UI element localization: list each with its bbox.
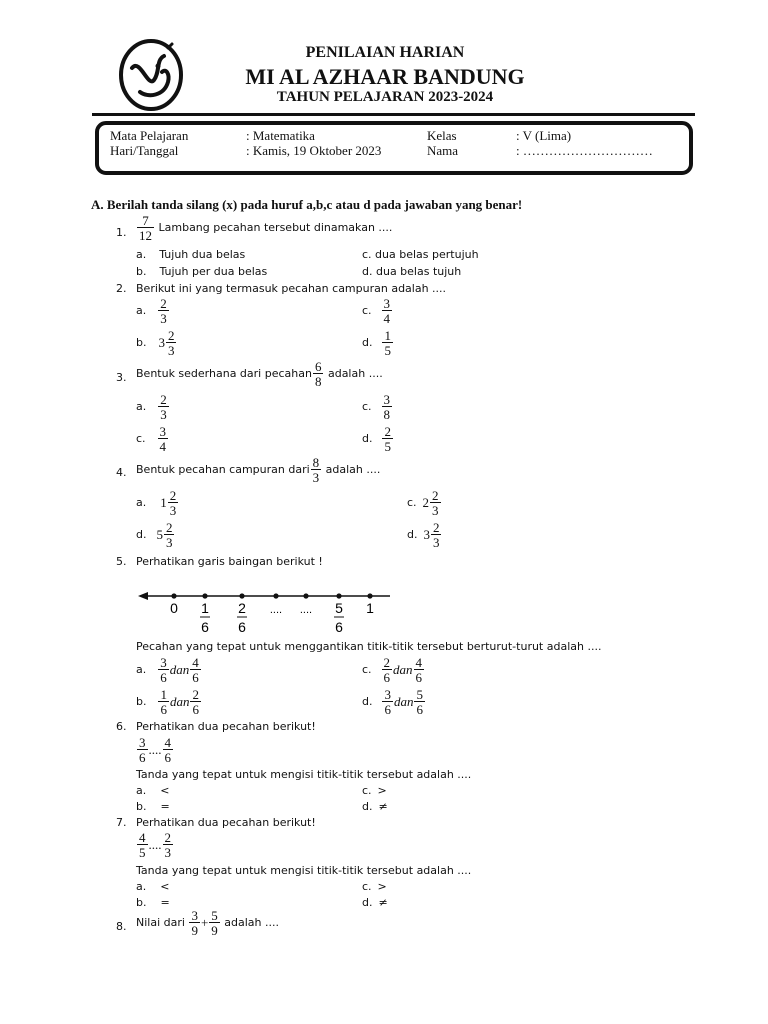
number-line-label: 0: [170, 600, 178, 616]
info-date-label: Hari/Tanggal: [110, 143, 179, 158]
q7-option-b[interactable]: b. =: [136, 896, 170, 909]
number-line-point: [367, 593, 372, 598]
q6-option-c[interactable]: c. >: [362, 784, 387, 797]
q1-fraction: $\frac{7}{12}$: [139, 213, 152, 243]
info-subject-value: : Matematika: [246, 128, 315, 143]
q5-option-d[interactable]: d. $\frac{3}{6}$ dan $\frac{5}{6}$: [362, 687, 423, 717]
q2-option-c[interactable]: c. $\frac{3}{4}$: [362, 296, 391, 326]
q8-stem: Nilai dari $\frac{3}{9}$ + $\frac{5}{9}$ adalah ....: [136, 908, 279, 938]
q6-comparison: $\frac{3}{6}$ .... $\frac{4}{6}$: [139, 735, 171, 765]
q6-option-d[interactable]: d. ≠: [362, 800, 388, 813]
number-line: [136, 586, 396, 636]
q3-stem: Bentuk sederhana dari pecahan $\frac{6}{8}$ adalah ....: [136, 359, 383, 389]
q1-stem: [136, 214, 392, 242]
number-line-label: 5: [335, 600, 343, 616]
info-subject-label: Mata Pelajaran: [110, 128, 189, 143]
number-line-point: [336, 593, 341, 598]
q8-number: 8.: [116, 920, 127, 933]
q5-option-b[interactable]: b. $\frac{1}{6}$ dan $\frac{2}{6}$: [136, 687, 199, 717]
info-name-label: Nama: [427, 143, 459, 158]
q5-option-c[interactable]: c. $\frac{2}{6}$ dan $\frac{4}{6}$: [362, 655, 423, 685]
section-a-instruction: A. Berilah tanda silang (x) pada huruf a,b,c atau d pada jawaban yang benar!: [91, 197, 523, 212]
q2-option-d[interactable]: d. $\frac{1}{5}$: [362, 328, 391, 358]
q1-option-a[interactable]: a. Tujuh dua belas: [136, 248, 246, 261]
q6-text: Perhatikan dua pecahan berikut!: [136, 720, 316, 733]
q4-stem: Bentuk pecahan campuran dari $\frac{8}{3}$ adalah ....: [136, 455, 381, 485]
q4-option-d[interactable]: d. 3 $\frac{2}{3}$: [407, 520, 440, 550]
number-line-denominator: 6: [201, 619, 209, 635]
info-name-value: : …………………………: [516, 143, 653, 158]
school-logo: [118, 38, 184, 112]
number-line-denominator: 6: [335, 619, 343, 635]
q2-number: 2.: [116, 282, 127, 295]
header-divider: [92, 113, 695, 116]
q7-option-c[interactable]: c. >: [362, 880, 387, 893]
q3-option-b[interactable]: c. $\frac{3}{4}$: [136, 424, 167, 454]
number-line-point: [273, 593, 278, 598]
q1-option-c[interactable]: c. dua belas pertujuh: [362, 248, 479, 261]
school-year: TAHUN PELAJARAN 2023-2024: [276, 89, 494, 105]
info-class-label: Kelas: [427, 128, 457, 143]
q3-number: 3.: [116, 371, 127, 384]
q5-option-a[interactable]: a. $\frac{3}{6}$ dan $\frac{4}{6}$: [136, 655, 199, 685]
q4-number: 4.: [116, 466, 127, 479]
q3-option-d[interactable]: d. $\frac{2}{5}$: [362, 424, 391, 454]
info-class-value: : V (Lima): [516, 128, 572, 143]
q6-option-a[interactable]: a. <: [136, 784, 170, 797]
q7-option-d[interactable]: d. ≠: [362, 896, 388, 909]
q4-option-b[interactable]: d. 5 $\frac{2}{3}$: [136, 520, 173, 550]
q7-question: Tanda yang tepat untuk mengisi titik-titik tersebut adalah ....: [136, 864, 472, 877]
q5-text: Perhatikan garis baingan berikut !: [136, 555, 323, 568]
info-date-value: : Kamis, 19 Oktober 2023: [246, 143, 382, 158]
q7-comparison: $\frac{4}{5}$ .... $\frac{2}{3}$: [139, 830, 171, 860]
q2-text: Berikut ini yang termasuk pecahan campuran adalah ....: [136, 282, 447, 295]
q7-text: Perhatikan dua pecahan berikut!: [136, 816, 316, 829]
number-line-label: 1: [201, 600, 209, 616]
number-line-label: 1: [366, 600, 374, 616]
number-line-denominator: 6: [238, 619, 246, 635]
q3-option-c[interactable]: c. $\frac{3}{8}$: [362, 392, 391, 422]
number-line-label: ....: [299, 604, 313, 616]
q3-option-a[interactable]: a. $\frac{2}{3}$: [136, 392, 167, 422]
q4-option-a[interactable]: a. 1 $\frac{2}{3}$: [136, 488, 177, 518]
q7-option-a[interactable]: a. <: [136, 880, 170, 893]
q5-question: Pecahan yang tepat untuk menggantikan titik-titik tersebut berturut-turut adalah ....: [136, 640, 602, 653]
q6-option-b[interactable]: b. =: [136, 800, 170, 813]
number-line-label: ....: [269, 604, 283, 616]
number-line-point: [171, 593, 176, 598]
q6-question: Tanda yang tepat untuk mengisi titik-titik tersebut adalah ....: [136, 768, 472, 781]
q5-number: 5.: [116, 555, 127, 568]
q2-option-a[interactable]: a. $\frac{2}{3}$: [136, 296, 167, 326]
q1-option-d[interactable]: d. dua belas tujuh: [362, 265, 462, 278]
q1-number: 1.: [116, 226, 127, 239]
q1-text: Lambang pecahan tersebut dinamakan ....: [158, 221, 393, 234]
number-line-point: [239, 593, 244, 598]
q1-option-b[interactable]: b. Tujuh per dua belas: [136, 265, 268, 278]
q7-number: 7.: [116, 816, 127, 829]
q2-option-b[interactable]: b. 3 $\frac{2}{3}$: [136, 328, 175, 358]
number-line-point: [303, 593, 308, 598]
school-name: MI AL AZHAAR BANDUNG: [245, 64, 525, 89]
number-line-arrow: [138, 592, 148, 600]
number-line-point: [202, 593, 207, 598]
header-title: PENILAIAN HARIAN: [305, 44, 465, 61]
q4-option-c[interactable]: c. 2 $\frac{2}{3}$: [407, 488, 439, 518]
number-line-label: 2: [238, 600, 246, 616]
q6-number: 6.: [116, 720, 127, 733]
